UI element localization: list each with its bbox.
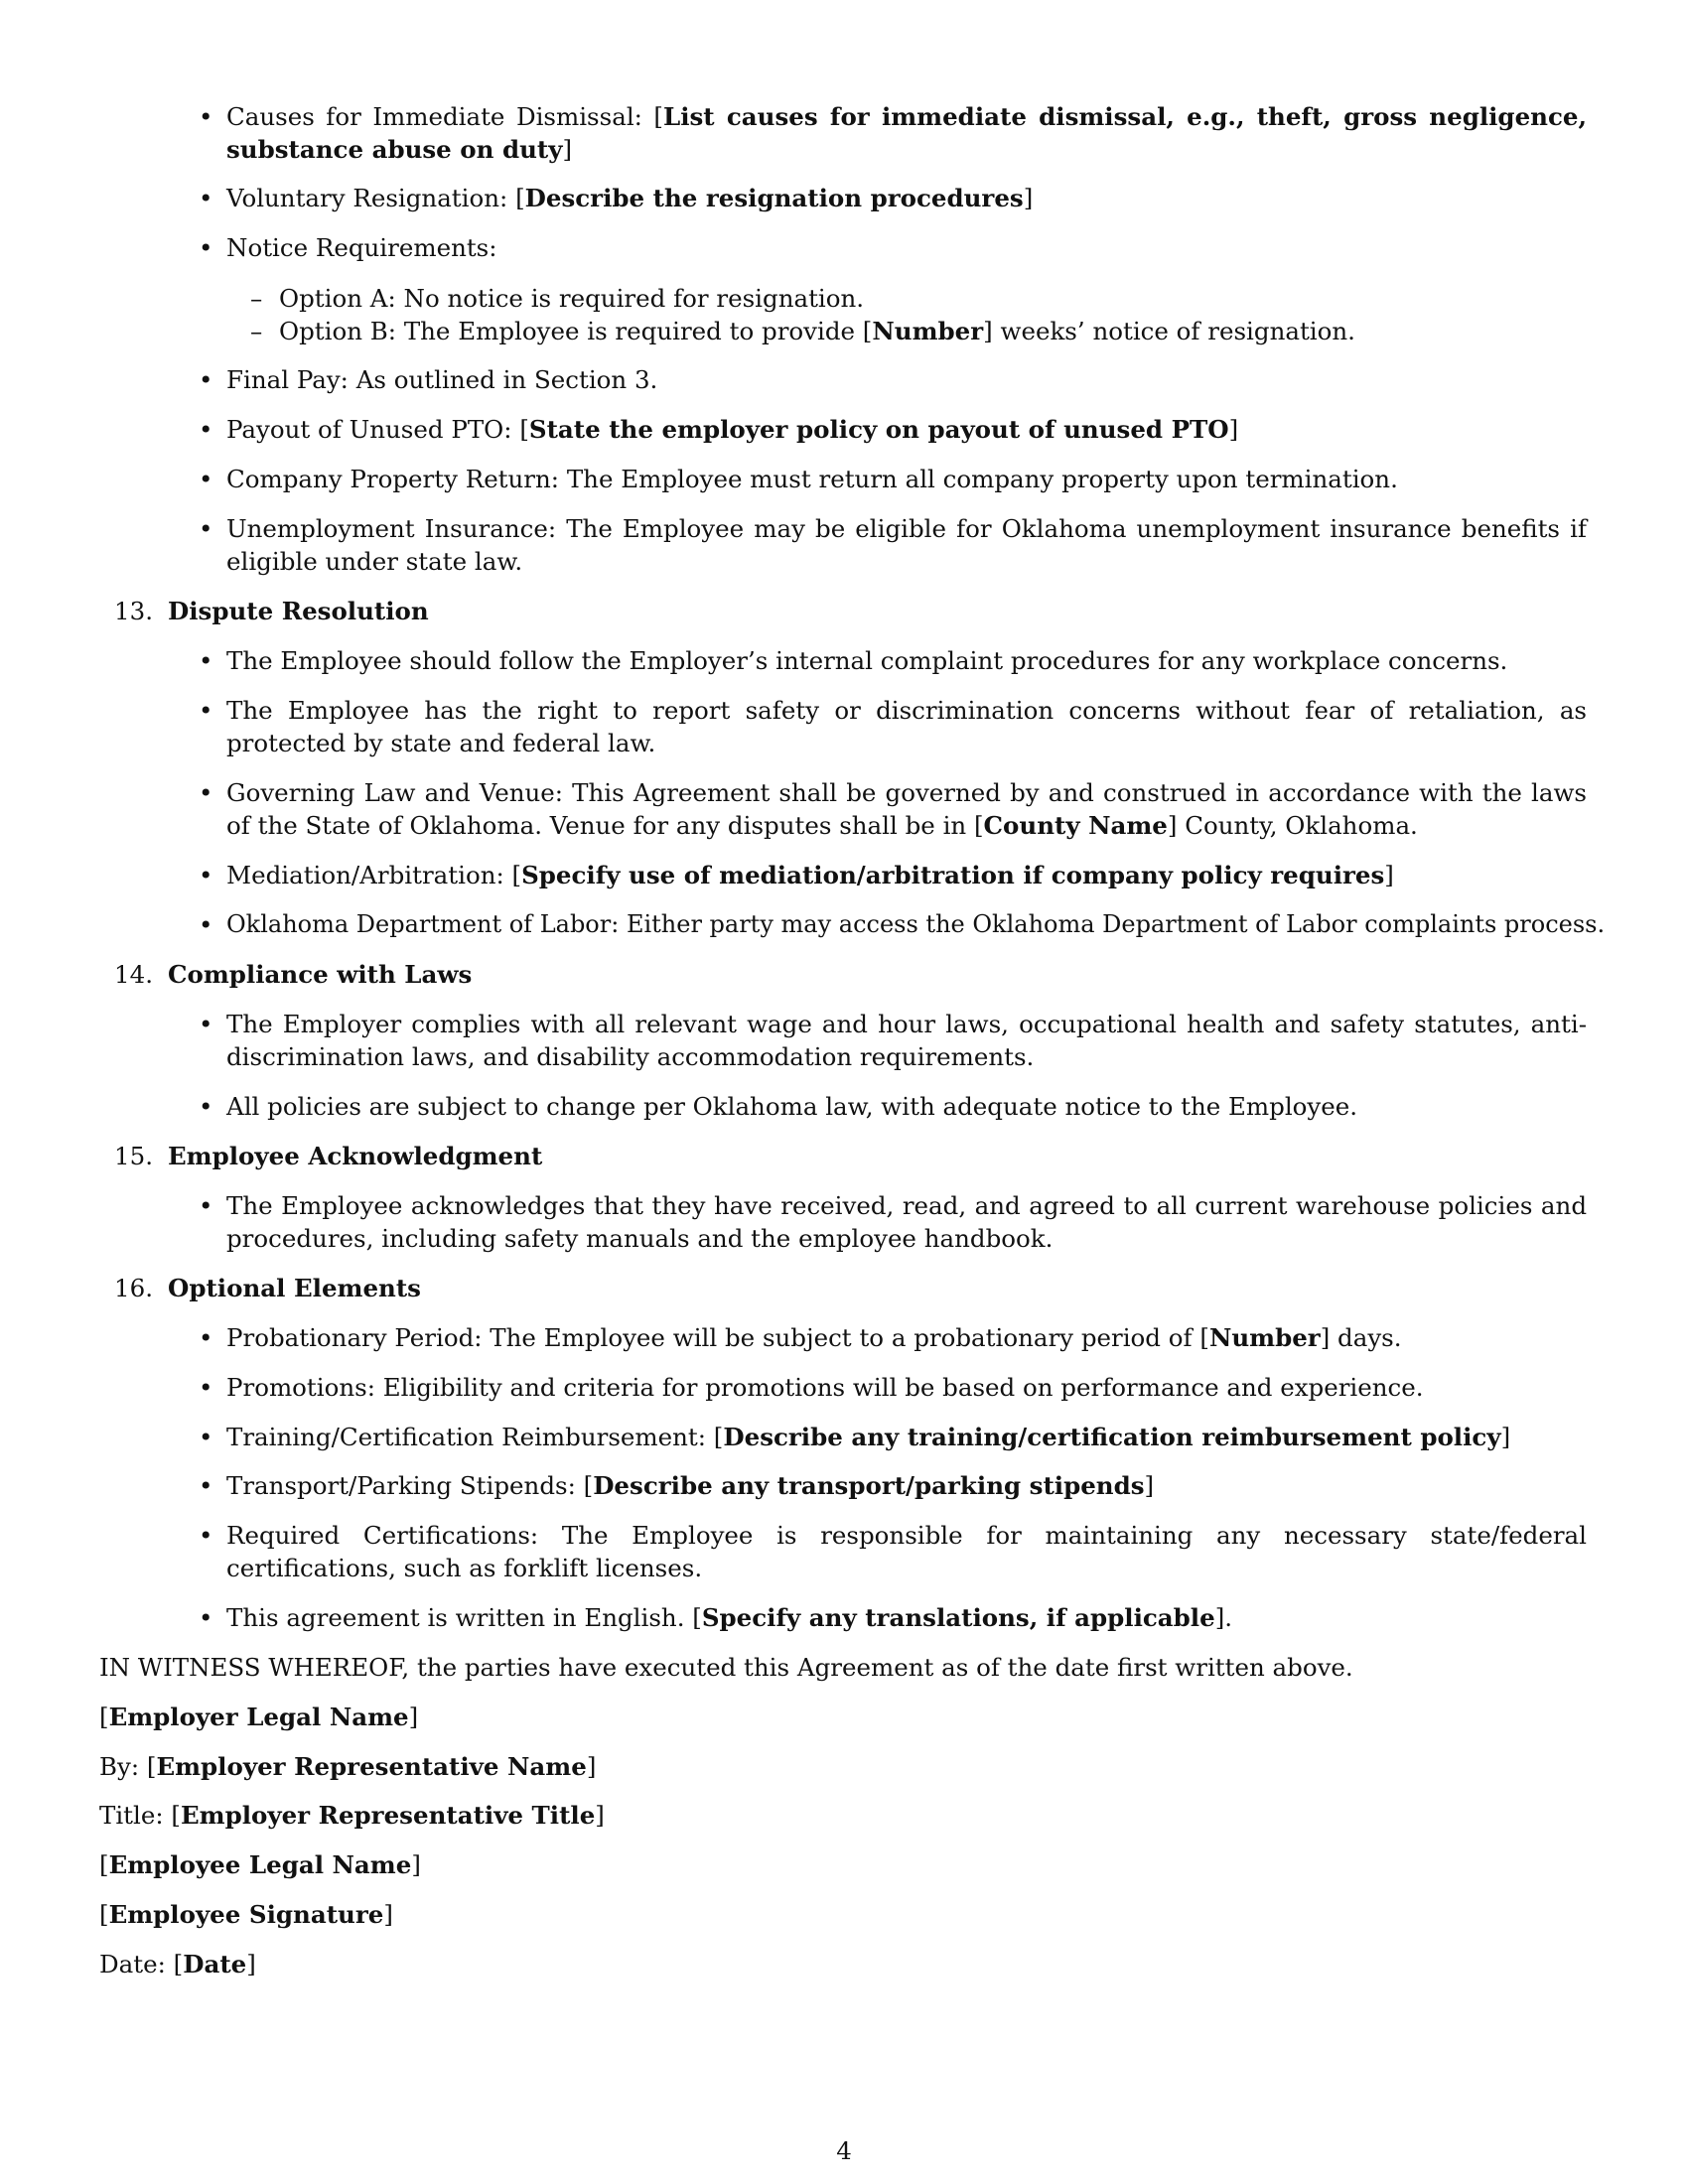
certifications-item: Required Certifications: The Employee is responsible for maintaining any necessary state/federal certifications, such as forklift licenses. xyxy=(226,1521,1587,1582)
final-pay-item: Final Pay: As outlined in Section 3. xyxy=(226,365,658,394)
bullet-dot: • xyxy=(199,415,213,444)
bullet-dot: • xyxy=(199,778,213,807)
bullet-dot: • xyxy=(199,1373,213,1402)
notice-option-b: Option B: The Employee is required to provide [Number] weeks’ notice of resignation. xyxy=(279,317,1355,345)
bullet-dot: • xyxy=(199,365,213,394)
bullet-dot: • xyxy=(199,1423,213,1451)
department-of-labor-item: Oklahoma Department of Labor: Either party may access the Oklahoma Department of Labor complaints process. xyxy=(226,910,1606,938)
section-title-acknowledgment: Employee Acknowledgment xyxy=(168,1142,543,1170)
employer-title-line: Title: [Employer Representative Title] xyxy=(99,1801,605,1830)
bullet-dot: • xyxy=(199,233,213,262)
bullet-dot: • xyxy=(199,696,213,725)
bullet-dot: • xyxy=(199,1323,213,1352)
witness-statement: IN WITNESS WHEREOF, the parties have executed this Agreement as of the date first written above. xyxy=(99,1653,1353,1682)
bullet-dot: • xyxy=(199,1471,213,1500)
bullet-dot: • xyxy=(199,861,213,889)
section-number: 14. xyxy=(114,960,153,989)
dispute-item: The Employee should follow the Employer’s internal complaint procedures for any workplace concerns. xyxy=(226,646,1508,675)
employer-legal-name: [Employer Legal Name] xyxy=(99,1703,419,1731)
bullet-dot: • xyxy=(199,910,213,939)
promotions-item: Promotions: Eligibility and criteria for promotions will be based on performance and experience. xyxy=(226,1373,1424,1402)
transport-item: Transport/Parking Stipends: [Describe any transport/parking stipends] xyxy=(226,1471,1155,1500)
bullet-dot: • xyxy=(199,1092,213,1121)
employee-signature: [Employee Signature] xyxy=(99,1900,393,1929)
section-number: 16. xyxy=(114,1274,153,1302)
pto-payout-item: Payout of Unused PTO: [State the employer policy on payout of unused PTO] xyxy=(226,415,1239,444)
property-return-item: Company Property Return: The Employee must return all company property upon termination. xyxy=(226,465,1398,493)
date-line: Date: [Date] xyxy=(99,1950,256,1979)
bullet-dot: • xyxy=(199,514,213,543)
section-number: 13. xyxy=(114,597,153,625)
notice-option-a: Option A: No notice is required for resignation. xyxy=(279,284,865,313)
section-title-dispute-resolution: Dispute Resolution xyxy=(168,597,429,625)
bullet-dot: • xyxy=(199,465,213,493)
probation-item: Probationary Period: The Employee will be subject to a probationary period of [Number] days. xyxy=(226,1323,1402,1352)
employee-legal-name: [Employee Legal Name] xyxy=(99,1850,421,1879)
governing-law-item: Governing Law and Venue: This Agreement shall be governed by and construed in accordance with the laws of the State of Oklahoma. Venue for any disputes shall be in [County Name] County, Oklahoma. xyxy=(226,778,1587,840)
dash-marker: – xyxy=(250,284,263,313)
section-number: 15. xyxy=(114,1142,153,1170)
immediate-dismissal-item: Causes for Immediate Dismissal: [List causes for immediate dismissal, e.g., theft, gross negligence, substance abuse on duty] xyxy=(226,102,1588,164)
bullet-dot: • xyxy=(199,1191,213,1220)
employer-representative-line: By: [Employer Representative Name] xyxy=(99,1752,597,1781)
bullet-dot: • xyxy=(199,1521,213,1550)
section-title-compliance: Compliance with Laws xyxy=(168,960,473,989)
language-item: This agreement is written in English. [Specify any translations, if applicable]. xyxy=(226,1603,1233,1632)
bullet-dot: • xyxy=(199,1010,213,1038)
bullet-dot: • xyxy=(199,1603,213,1632)
unemployment-item: Unemployment Insurance: The Employee may be eligible for Oklahoma unemployment insurance benefits if eligible under state law. xyxy=(226,514,1587,576)
notice-requirements-item: Notice Requirements: xyxy=(226,233,497,262)
voluntary-resignation-item: Voluntary Resignation: [Describe the resignation procedures] xyxy=(226,184,1034,212)
bullet-dot: • xyxy=(199,102,213,131)
dash-marker: – xyxy=(250,317,263,345)
dispute-item: The Employee has the right to report safety or discrimination concerns without fear of retaliation, as protected by state and federal law. xyxy=(226,696,1587,757)
section-title-optional-elements: Optional Elements xyxy=(168,1274,421,1302)
page-number: 4 xyxy=(836,2136,852,2165)
bullet-dot: • xyxy=(199,646,213,675)
compliance-item: The Employer complies with all relevant wage and hour laws, occupational health and safety statutes, anti-discrimination laws, and disability accommodation requirements. xyxy=(226,1010,1587,1071)
acknowledgment-item: The Employee acknowledges that they have received, read, and agreed to all current warehouse policies and procedures, including safety manuals and the employee handbook. xyxy=(226,1191,1587,1253)
training-item: Training/Certification Reimbursement: [Describe any training/certification reimbursement policy] xyxy=(226,1423,1511,1451)
compliance-item: All policies are subject to change per Oklahoma law, with adequate notice to the Employee. xyxy=(226,1092,1358,1121)
mediation-item: Mediation/Arbitration: [Specify use of mediation/arbitration if company policy requires] xyxy=(226,861,1394,889)
bullet-dot: • xyxy=(199,184,213,212)
